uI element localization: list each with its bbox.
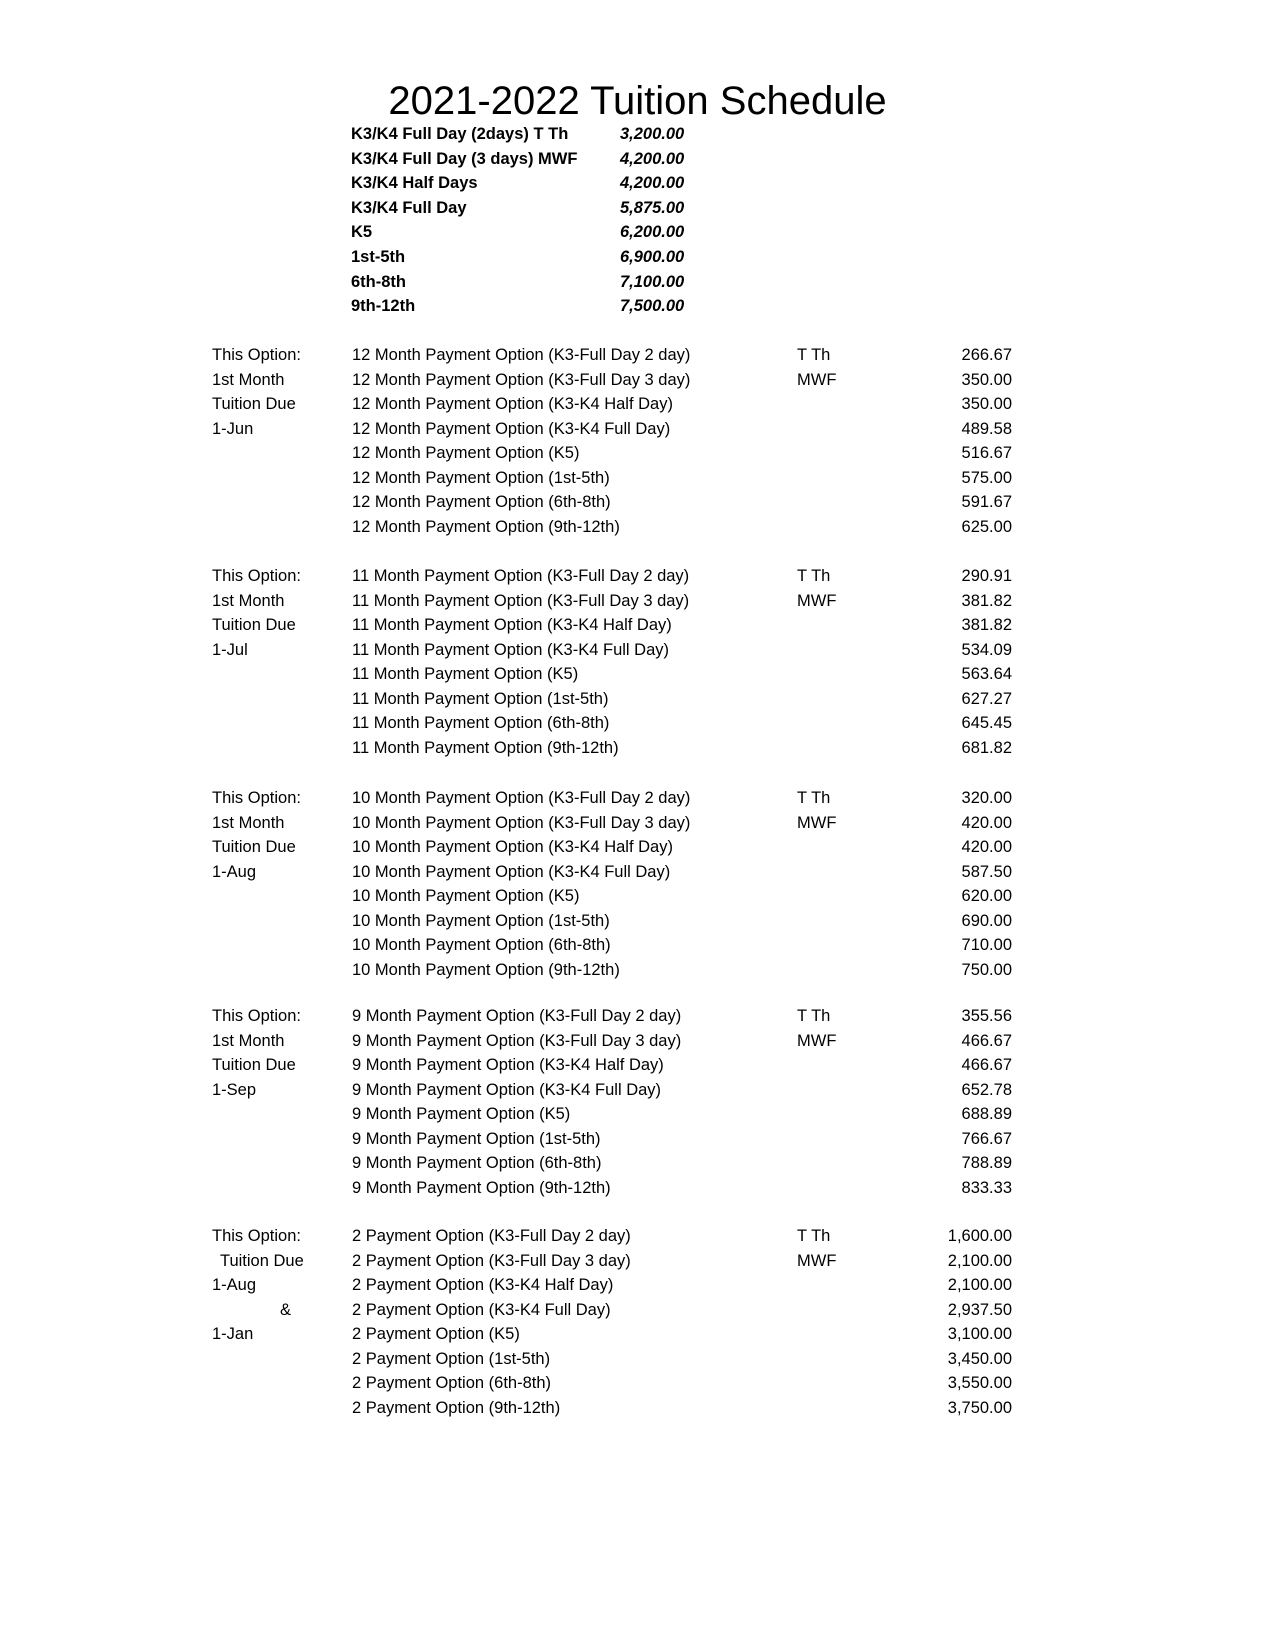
payment-amount: 766.67 [961, 1129, 1012, 1148]
payment-amount: 516.67 [961, 444, 1012, 462]
payment-option-row [0, 343, 1275, 368]
payment-option-row [0, 662, 1275, 687]
rate-label: 1st-5th [351, 247, 406, 266]
payment-option-description: 12 Month Payment Option (1st-5th) [352, 468, 610, 487]
payment-option-row [0, 613, 1275, 638]
payment-due-note: Tuition Due [220, 1251, 304, 1270]
payment-option-row [0, 786, 1275, 811]
payment-option-description: 12 Month Payment Option (K3-K4 Half Day) [352, 395, 673, 413]
payment-option-description: 2 Payment Option (K5) [352, 1325, 520, 1343]
payment-option-row [0, 1102, 1275, 1127]
payment-option-row [0, 933, 1275, 958]
attendance-days: T Th [797, 1227, 831, 1245]
payment-amount: 381.82 [961, 591, 1012, 610]
payment-option-row [0, 1298, 1275, 1323]
payment-option-description: 2 Payment Option (1st-5th) [352, 1349, 551, 1368]
payment-option-row [0, 515, 1275, 540]
payment-option-row [0, 1029, 1275, 1054]
payment-due-note: Tuition Due [212, 395, 296, 413]
payment-option-description: 2 Payment Option (K3-K4 Half Day) [352, 1276, 614, 1294]
payment-option-row [0, 1078, 1275, 1103]
payment-amount: 420.00 [961, 838, 1012, 856]
payment-amount: 1,600.00 [947, 1227, 1012, 1245]
payment-option-description: 2 Payment Option (K3-Full Day 3 day) [352, 1251, 631, 1270]
rate-label: K3/K4 Full Day (3 days) MWF [351, 149, 578, 168]
attendance-days: T Th [797, 789, 831, 807]
attendance-days: T Th [797, 1007, 831, 1025]
payment-option-description: 11 Month Payment Option (9th-12th) [352, 738, 619, 757]
rate-amount: 3,200.00 [620, 125, 685, 143]
payment-amount: 350.00 [961, 395, 1012, 413]
payment-due-note: 1-Jan [212, 1325, 254, 1343]
payment-option-block-nine-month [0, 1004, 1275, 1200]
payment-amount: 381.82 [961, 616, 1012, 634]
rate-amount: 4,200.00 [620, 174, 685, 193]
payment-option-row [0, 1273, 1275, 1298]
payment-amount: 2,937.50 [947, 1300, 1012, 1319]
payment-option-description: 10 Month Payment Option (1st-5th) [352, 911, 610, 930]
rate-amount: 6,900.00 [620, 247, 685, 266]
payment-option-row [0, 1004, 1275, 1029]
payment-option-block-eleven-month [0, 564, 1275, 760]
rate-label: 9th-12th [351, 297, 416, 316]
payment-option-description: 11 Month Payment Option (K3-K4 Half Day) [352, 616, 672, 634]
payment-due-note: This Option: [212, 346, 301, 364]
payment-amount: 290.91 [961, 567, 1012, 585]
payment-amount: 833.33 [961, 1178, 1012, 1197]
attendance-days: MWF [797, 1251, 837, 1270]
payment-due-note: This Option: [212, 1227, 301, 1245]
payment-option-row [0, 1053, 1275, 1078]
payment-amount: 534.09 [961, 640, 1012, 659]
payment-option-row [0, 589, 1275, 614]
rate-row [0, 147, 1275, 172]
payment-option-row [0, 638, 1275, 663]
payment-amount: 466.67 [961, 1031, 1012, 1050]
attendance-days: MWF [797, 1031, 837, 1050]
payment-option-row [0, 466, 1275, 491]
attendance-days: T Th [797, 346, 831, 364]
payment-amount: 690.00 [961, 911, 1012, 930]
payment-amount: 591.67 [961, 493, 1012, 511]
payment-option-description: 11 Month Payment Option (1st-5th) [352, 689, 609, 708]
payment-amount: 266.67 [961, 346, 1012, 364]
payment-amount: 681.82 [961, 738, 1012, 757]
payment-due-note: Tuition Due [212, 1056, 296, 1074]
payment-option-row [0, 392, 1275, 417]
page-title: 2021-2022 Tuition Schedule [388, 78, 887, 123]
payment-option-description: 10 Month Payment Option (K3-K4 Full Day) [352, 862, 671, 881]
payment-amount: 710.00 [961, 936, 1012, 954]
payment-amount: 3,100.00 [947, 1325, 1012, 1343]
attendance-days: MWF [797, 370, 837, 389]
payment-option-description: 12 Month Payment Option (9th-12th) [352, 517, 620, 536]
payment-option-description: 10 Month Payment Option (6th-8th) [352, 936, 611, 954]
payment-amount: 350.00 [961, 370, 1012, 389]
payment-option-description: 11 Month Payment Option (K3-Full Day 3 day) [352, 591, 690, 610]
rate-row [0, 196, 1275, 221]
payment-option-description: 12 Month Payment Option (K5) [352, 444, 580, 462]
payment-option-description: 10 Month Payment Option (9th-12th) [352, 960, 620, 979]
payment-option-description: 10 Month Payment Option (K5) [352, 887, 580, 905]
payment-due-note: 1-Jun [212, 419, 254, 438]
payment-due-note: 1st Month [212, 370, 285, 389]
rate-label: K3/K4 Full Day (2days) T Th [351, 125, 569, 143]
payment-amount: 750.00 [961, 960, 1012, 979]
payment-option-row [0, 811, 1275, 836]
payment-option-row [0, 1371, 1275, 1396]
payment-due-note: & [280, 1300, 292, 1319]
payment-option-block-two-payment [0, 1224, 1275, 1420]
payment-due-note: 1-Aug [212, 1276, 257, 1294]
rate-amount: 5,875.00 [620, 198, 685, 217]
payment-amount: 652.78 [961, 1080, 1012, 1099]
rate-row [0, 270, 1275, 295]
payment-option-description: 9 Month Payment Option (K3-Full Day 2 day) [352, 1007, 682, 1025]
payment-option-description: 12 Month Payment Option (K3-Full Day 2 day) [352, 346, 691, 364]
payment-option-row [0, 736, 1275, 761]
payment-option-row [0, 1347, 1275, 1372]
payment-amount: 420.00 [961, 813, 1012, 832]
payment-due-note: Tuition Due [212, 616, 296, 634]
rate-label: 6th-8th [351, 272, 406, 291]
payment-option-description: 11 Month Payment Option (K5) [352, 665, 579, 683]
payment-option-description: 9 Month Payment Option (1st-5th) [352, 1129, 601, 1148]
payment-option-row [0, 958, 1275, 983]
payment-option-description: 10 Month Payment Option (K3-Full Day 3 day) [352, 813, 691, 832]
attendance-days: MWF [797, 591, 837, 610]
rate-amount: 7,500.00 [620, 297, 685, 316]
payment-due-note: This Option: [212, 789, 301, 807]
payment-option-description: 12 Month Payment Option (6th-8th) [352, 493, 611, 511]
payment-option-description: 2 Payment Option (K3-Full Day 2 day) [352, 1227, 631, 1245]
payment-option-row [0, 1127, 1275, 1152]
payment-amount: 587.50 [961, 862, 1012, 881]
payment-option-description: 9 Month Payment Option (K3-K4 Half Day) [352, 1056, 664, 1074]
payment-amount: 466.67 [961, 1056, 1012, 1074]
payment-amount: 2,100.00 [947, 1251, 1012, 1270]
rate-row [0, 171, 1275, 196]
rate-amount: 6,200.00 [620, 223, 685, 242]
rate-row [0, 122, 1275, 147]
rate-label: K5 [351, 223, 373, 242]
payment-option-description: 2 Payment Option (9th-12th) [352, 1398, 561, 1417]
payment-amount: 645.45 [961, 714, 1012, 732]
payment-amount: 3,450.00 [947, 1349, 1012, 1368]
payment-option-row [0, 1396, 1275, 1421]
payment-option-row [0, 368, 1275, 393]
payment-option-row [0, 1322, 1275, 1347]
payment-due-note: This Option: [212, 1007, 301, 1025]
payment-due-note: This Option: [212, 567, 301, 585]
payment-option-row [0, 1176, 1275, 1201]
payment-due-note: 1st Month [212, 591, 285, 610]
payment-amount: 3,750.00 [947, 1398, 1012, 1417]
payment-amount: 563.64 [961, 665, 1012, 683]
payment-option-row [0, 564, 1275, 589]
payment-option-row [0, 417, 1275, 442]
payment-due-note: 1st Month [212, 813, 285, 832]
payment-option-row [0, 711, 1275, 736]
payment-option-description: 11 Month Payment Option (K3-K4 Full Day) [352, 640, 669, 659]
payment-due-note: 1-Aug [212, 862, 257, 881]
rate-label: K3/K4 Half Days [351, 174, 478, 193]
payment-amount: 3,550.00 [947, 1374, 1012, 1392]
payment-option-description: 2 Payment Option (K3-K4 Full Day) [352, 1300, 611, 1319]
rate-label: K3/K4 Full Day [351, 198, 467, 217]
payment-option-description: 10 Month Payment Option (K3-Full Day 2 day) [352, 789, 691, 807]
payment-amount: 627.27 [961, 689, 1012, 708]
payment-due-note: 1-Jul [212, 640, 248, 659]
payment-due-note: 1-Sep [212, 1080, 257, 1099]
payment-amount: 688.89 [961, 1105, 1012, 1123]
payment-option-description: 12 Month Payment Option (K3-Full Day 3 day) [352, 370, 691, 389]
payment-option-row [0, 1249, 1275, 1274]
payment-amount: 320.00 [961, 789, 1012, 807]
payment-option-row [0, 1151, 1275, 1176]
payment-option-row [0, 490, 1275, 515]
payment-option-description: 9 Month Payment Option (9th-12th) [352, 1178, 611, 1197]
payment-option-description: 9 Month Payment Option (6th-8th) [352, 1154, 602, 1172]
payment-option-row [0, 884, 1275, 909]
rate-amount: 4,200.00 [620, 149, 685, 168]
payment-option-row [0, 1224, 1275, 1249]
rate-amount: 7,100.00 [620, 272, 685, 291]
payment-option-row [0, 860, 1275, 885]
payment-amount: 2,100.00 [947, 1276, 1012, 1294]
payment-amount: 575.00 [961, 468, 1012, 487]
payment-option-description: 9 Month Payment Option (K3-K4 Full Day) [352, 1080, 662, 1099]
payment-amount: 355.56 [961, 1007, 1012, 1025]
payment-option-description: 10 Month Payment Option (K3-K4 Half Day) [352, 838, 673, 856]
tuition-rates-table [0, 122, 1275, 319]
rate-row [0, 220, 1275, 245]
payment-option-description: 11 Month Payment Option (6th-8th) [352, 714, 610, 732]
payment-option-row [0, 909, 1275, 934]
payment-due-note: 1st Month [212, 1031, 285, 1050]
payment-option-row [0, 835, 1275, 860]
payment-option-block-twelve-month [0, 343, 1275, 539]
payment-option-description: 11 Month Payment Option (K3-Full Day 2 day) [352, 567, 690, 585]
payment-due-note: Tuition Due [212, 838, 296, 856]
payment-option-row [0, 687, 1275, 712]
payment-option-description: 12 Month Payment Option (K3-K4 Full Day) [352, 419, 671, 438]
payment-option-description: 9 Month Payment Option (K5) [352, 1105, 571, 1123]
payment-amount: 788.89 [961, 1154, 1012, 1172]
rate-row [0, 294, 1275, 319]
payment-amount: 620.00 [961, 887, 1012, 905]
payment-option-block-ten-month [0, 786, 1275, 982]
payment-option-description: 2 Payment Option (6th-8th) [352, 1374, 552, 1392]
rate-row [0, 245, 1275, 270]
payment-amount: 625.00 [961, 517, 1012, 536]
payment-amount: 489.58 [961, 419, 1012, 438]
attendance-days: MWF [797, 813, 837, 832]
payment-option-description: 9 Month Payment Option (K3-Full Day 3 day) [352, 1031, 682, 1050]
attendance-days: T Th [797, 567, 831, 585]
payment-option-row [0, 441, 1275, 466]
